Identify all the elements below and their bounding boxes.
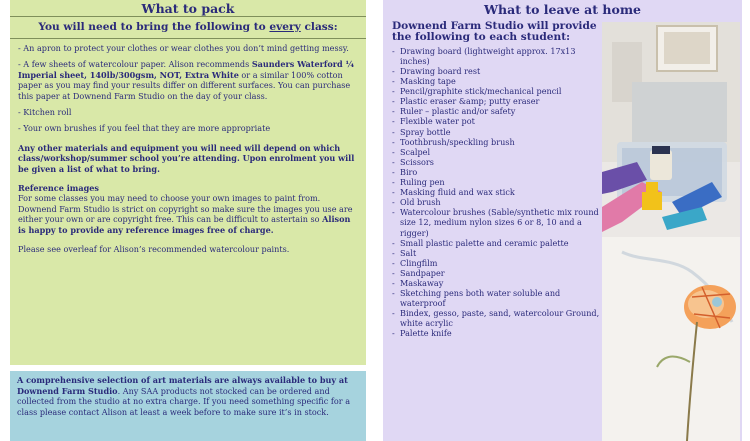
bullet-dash: - (392, 257, 395, 268)
bullet-dash: - (392, 76, 395, 87)
provided-item (392, 116, 604, 126)
provided-item-text: Watercolour brushes (Sable/synthetic mix round size 12, medium nylon sizes 6 or 8, 10 and a rigger) (400, 207, 599, 238)
bullet-dash: - (392, 45, 395, 56)
provided-item (392, 268, 604, 278)
provided-item (392, 308, 604, 328)
reference-images-section (18, 183, 358, 193)
provided-item (392, 328, 604, 338)
bullet-dash: - (392, 267, 395, 278)
art-supplies-illustration (602, 22, 740, 441)
art-supplies-photo (602, 22, 740, 441)
bullet-dash: - (392, 126, 395, 137)
bullet-dash: - (392, 308, 395, 319)
provided-item (392, 147, 604, 157)
provided-item (392, 127, 604, 137)
provided-item-text: Toothbrush/speckling brush (400, 136, 515, 147)
bullet-dash: - (392, 156, 395, 167)
bullet-dash: - (392, 247, 395, 258)
provided-item-text: Flexible water pot (400, 116, 475, 127)
provided-item (392, 157, 604, 167)
provided-item (392, 197, 604, 207)
bullet-dash: - (392, 237, 395, 248)
item-apron: - An apron to protect your clothes or wear clothes you don’t mind getting messy. (18, 43, 349, 53)
item-kitchen-roll: - Kitchen roll (18, 107, 72, 118)
provided-item-text: Bindex, gesso, paste, sand, watercolour Ground, white acrylic (400, 308, 600, 329)
provided-item (392, 46, 604, 66)
bring-title-pre: You will need to bring the following to (38, 21, 270, 33)
provided-item-text: Clingfilm (400, 257, 438, 268)
provided-item-text: Sketching pens both water soluble and waterproof (400, 288, 561, 309)
provided-item-text: Biro (400, 166, 418, 177)
provided-item-text: Ruling pen (400, 177, 445, 188)
provided-item-text: Old brush (400, 197, 441, 208)
provided-item (392, 66, 604, 76)
reference-text: For some classes you may need to choose your own images to paint from. Downend Farm Studio is strict on copyright so make sure the images you use are either your own or are copyright free. This can be difficult to astertain so (18, 193, 353, 225)
provided-items (392, 21, 604, 339)
provided-item (392, 248, 604, 258)
bullet-dash: - (392, 177, 395, 188)
bring-title (18, 21, 358, 34)
what-to-leave-heading: What to leave at home (483, 2, 641, 17)
provided-list (392, 46, 604, 339)
bullet-dash: - (392, 86, 395, 97)
provided-item-text: Palette knife (400, 328, 452, 339)
provide-title: Downend Farm Studio will provide the following to each student: (392, 20, 597, 44)
bullet-dash: - (392, 207, 395, 218)
bullet-dash: - (392, 288, 395, 299)
other-materials-text: Any other materials and equipment you will need will depend on which class/workshop/summer school you’re attending. Upon enrolment you will be given a list of what to bring. (18, 142, 355, 174)
reference-images-text (18, 193, 358, 235)
bullet-dash: - (392, 197, 395, 208)
item-paper (18, 59, 358, 101)
provided-item-text: Spray bottle (400, 126, 451, 137)
provided-item (392, 106, 604, 116)
item-paper-bold: Saunders Waterford ¼ Imperial sheet, 140lb/300gsm, NOT, Extra White (18, 59, 354, 80)
provided-item-text: Pencil/graphite stick/mechanical pencil (400, 86, 562, 97)
provided-item-text: Maskaway (400, 277, 444, 288)
bring-title-post: class: (300, 21, 338, 33)
provided-item (392, 76, 604, 86)
provided-item (392, 96, 604, 106)
art-materials-bold: A comprehensive selection of art materials are always available to buy at Downend Farm Studio (17, 375, 348, 396)
provided-item-text: Salt (400, 247, 417, 258)
bullet-dash: - (392, 66, 395, 76)
provided-item (392, 288, 604, 308)
overleaf-note: Please see overleaf for Alison’s recommended watercolour paints. (18, 244, 290, 255)
bullet-dash: - (392, 136, 395, 147)
bullet-dash: - (392, 328, 395, 339)
provided-item (392, 177, 604, 187)
item-paper-post: or a similar 100% cotton paper as you may find your results differ on different surfaces. You can purchase this paper at Downend Farm Studio on the day of your class. (18, 69, 351, 101)
provided-item (392, 278, 604, 288)
divider (10, 38, 366, 39)
provided-item (392, 238, 604, 248)
provided-item-text: Small plastic palette and ceramic palette (400, 237, 569, 248)
provided-item (392, 207, 604, 237)
item-brushes: - Your own brushes if you feel that they are more appropriate (18, 123, 271, 134)
provided-item-text: Ruler – plastic and/or safety (400, 106, 516, 117)
bullet-dash: - (392, 96, 395, 107)
art-materials-panel (10, 371, 366, 441)
provided-item-text: Plastic eraser &amp; putty eraser (400, 96, 540, 107)
provided-item-text: Scissors (400, 156, 434, 167)
bullet-dash: - (392, 277, 395, 288)
provided-item-text: Sandpaper (400, 267, 445, 278)
bullet-dash: - (392, 166, 395, 177)
bullet-dash: - (392, 146, 395, 157)
provided-item (392, 187, 604, 197)
bullet-dash: - (392, 106, 395, 117)
bullet-dash: - (392, 187, 395, 198)
other-materials-note (18, 143, 358, 174)
what-to-pack-panel (10, 0, 366, 365)
art-materials-text (17, 375, 359, 417)
provided-item (392, 258, 604, 268)
provided-item (392, 86, 604, 96)
art-materials-rest: . Any SAA products not stocked can be ordered and collected from the studio at no extra charge. If you need something specific for a class please contact Alison at least a week before to make sure it’s in stock. (17, 385, 351, 417)
provided-item (392, 167, 604, 177)
provided-item (392, 137, 604, 147)
bring-title-emphasis: every (269, 21, 301, 33)
provided-item-text: Masking tape (400, 76, 456, 87)
what-to-pack-body (10, 17, 366, 255)
what-to-pack-heading: What to pack (10, 0, 366, 17)
provided-item-text: Drawing board (lightweight approx. 17x13 inches) (400, 45, 576, 66)
provided-item-text: Drawing board rest (400, 66, 481, 76)
provided-item-text: Masking fluid and wax stick (400, 187, 515, 198)
provided-item-text: Scalpel (400, 146, 431, 157)
reference-bold: Alison is happy to provide any reference images free of charge. (18, 214, 351, 235)
item-paper-pre: - A few sheets of watercolour paper. Alison recommends (18, 59, 252, 70)
reference-images-heading: Reference images (18, 183, 99, 194)
bullet-dash: - (392, 116, 395, 127)
